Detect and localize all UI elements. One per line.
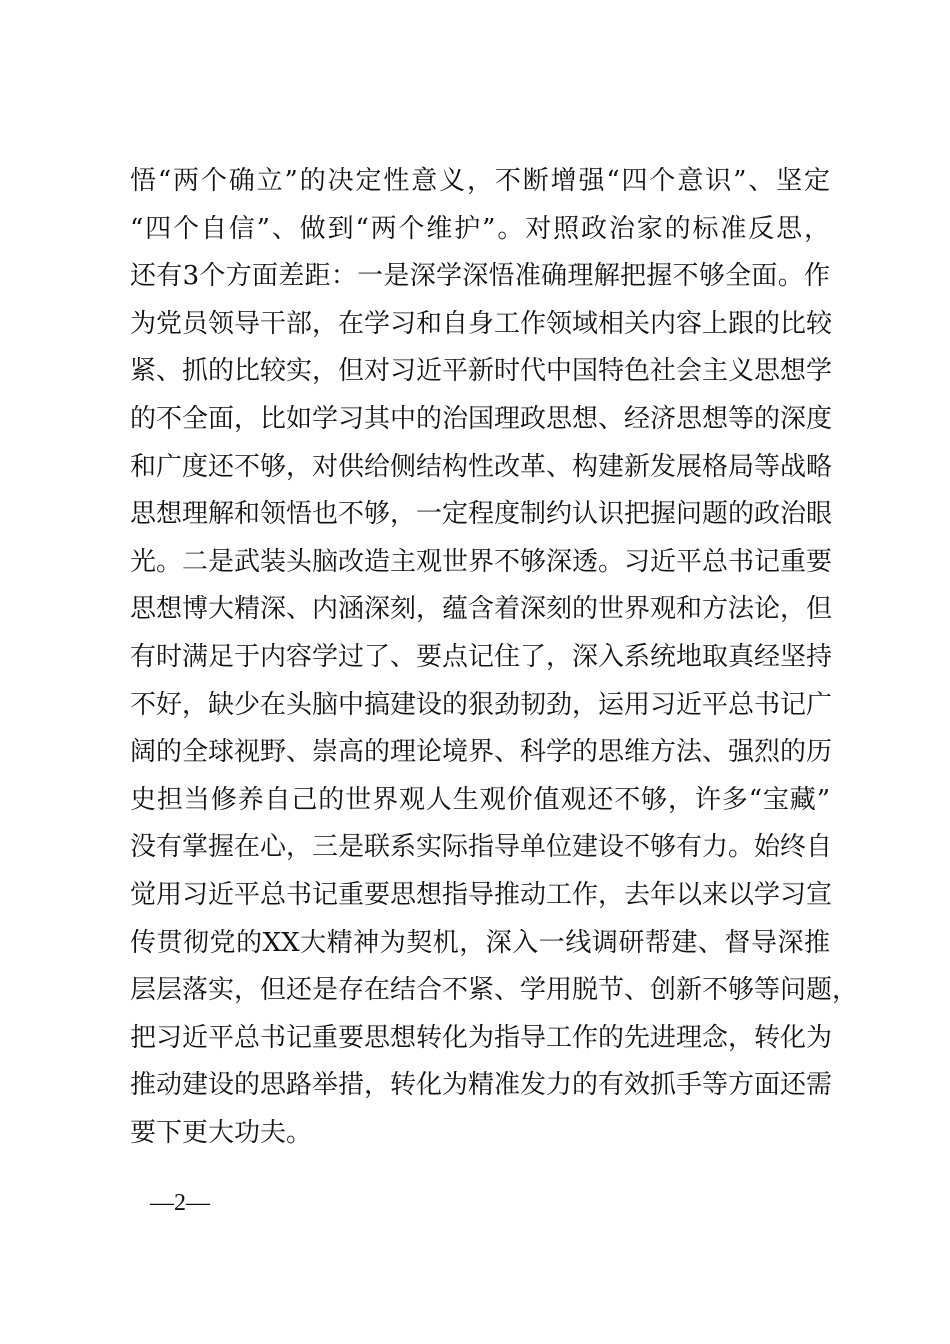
text-line: 有时满足于内容学过了、要点记住了，深入系统地取真经坚持 [130, 641, 833, 672]
text-line: 的不全面，比如学习其中的治国理政思想、经济思想等的深度 [130, 403, 833, 434]
text-line: “四个自信”、做到“两个维护”。对照政治家的标准反思， [130, 213, 830, 244]
text-line: 还有3个方面差距：一是深学深悟准确理解把握不够全面。作 [130, 261, 830, 292]
text-line: 没有掌握在心，三是联系实际指导单位建设不够有力。始终自 [130, 832, 833, 863]
text-line: 紧、抓的比较实，但对习近平新时代中国特色社会主义思想学 [130, 356, 833, 387]
text-line: 把习近平总书记重要思想转化为指导工作的先进理念，转化为 [130, 1022, 833, 1053]
text-line: 悟“两个确立”的决定性意义，不断增强“四个意识”、坚定 [130, 166, 830, 196]
text-line: 思想理解和领悟也不够，一定程度制约认识把握问题的政治眼 [130, 499, 833, 530]
body-paragraph [130, 162, 859, 1161]
text-line: 和广度还不够，对供给侧结构性改革、构建新发展格局等战略 [130, 451, 833, 482]
text-line: 要下更大功夫。 [130, 1117, 313, 1148]
text-line: 阔的全球视野、崇高的理论境界、科学的思维方法、强烈的历 [130, 737, 833, 768]
text-line: 不好，缺少在头脑中搞建设的狠劲韧劲，运用习近平总书记广 [130, 689, 833, 720]
text-line: 史担当修养自己的世界观人生观价值观还不够，许多“宝藏” [130, 784, 830, 815]
text-line: 思想博大精深、内涵深刻，蕴含着深刻的世界观和方法论，但 [130, 594, 833, 625]
text-line: 光。二是武装头脑改造主观世界不够深透。习近平总书记重要 [130, 546, 833, 577]
text-line: 推动建设的思路举措，转化为精准发力的有效抓手等方面还需 [130, 1070, 833, 1101]
page-number: —2— [150, 1190, 210, 1216]
text-line: 传贯彻党的XX大精神为契机，深入一线调研帮建、督导深推 [130, 927, 830, 958]
text-line: 层层落实，但还是存在结合不紧、学用脱节、创新不够等问题， [130, 975, 859, 1006]
text-line: 为党员领导干部，在学习和自身工作领域相关内容上跟的比较 [130, 308, 833, 339]
text-line: 觉用习近平总书记重要思想指导推动工作，去年以来以学习宣 [130, 879, 833, 910]
